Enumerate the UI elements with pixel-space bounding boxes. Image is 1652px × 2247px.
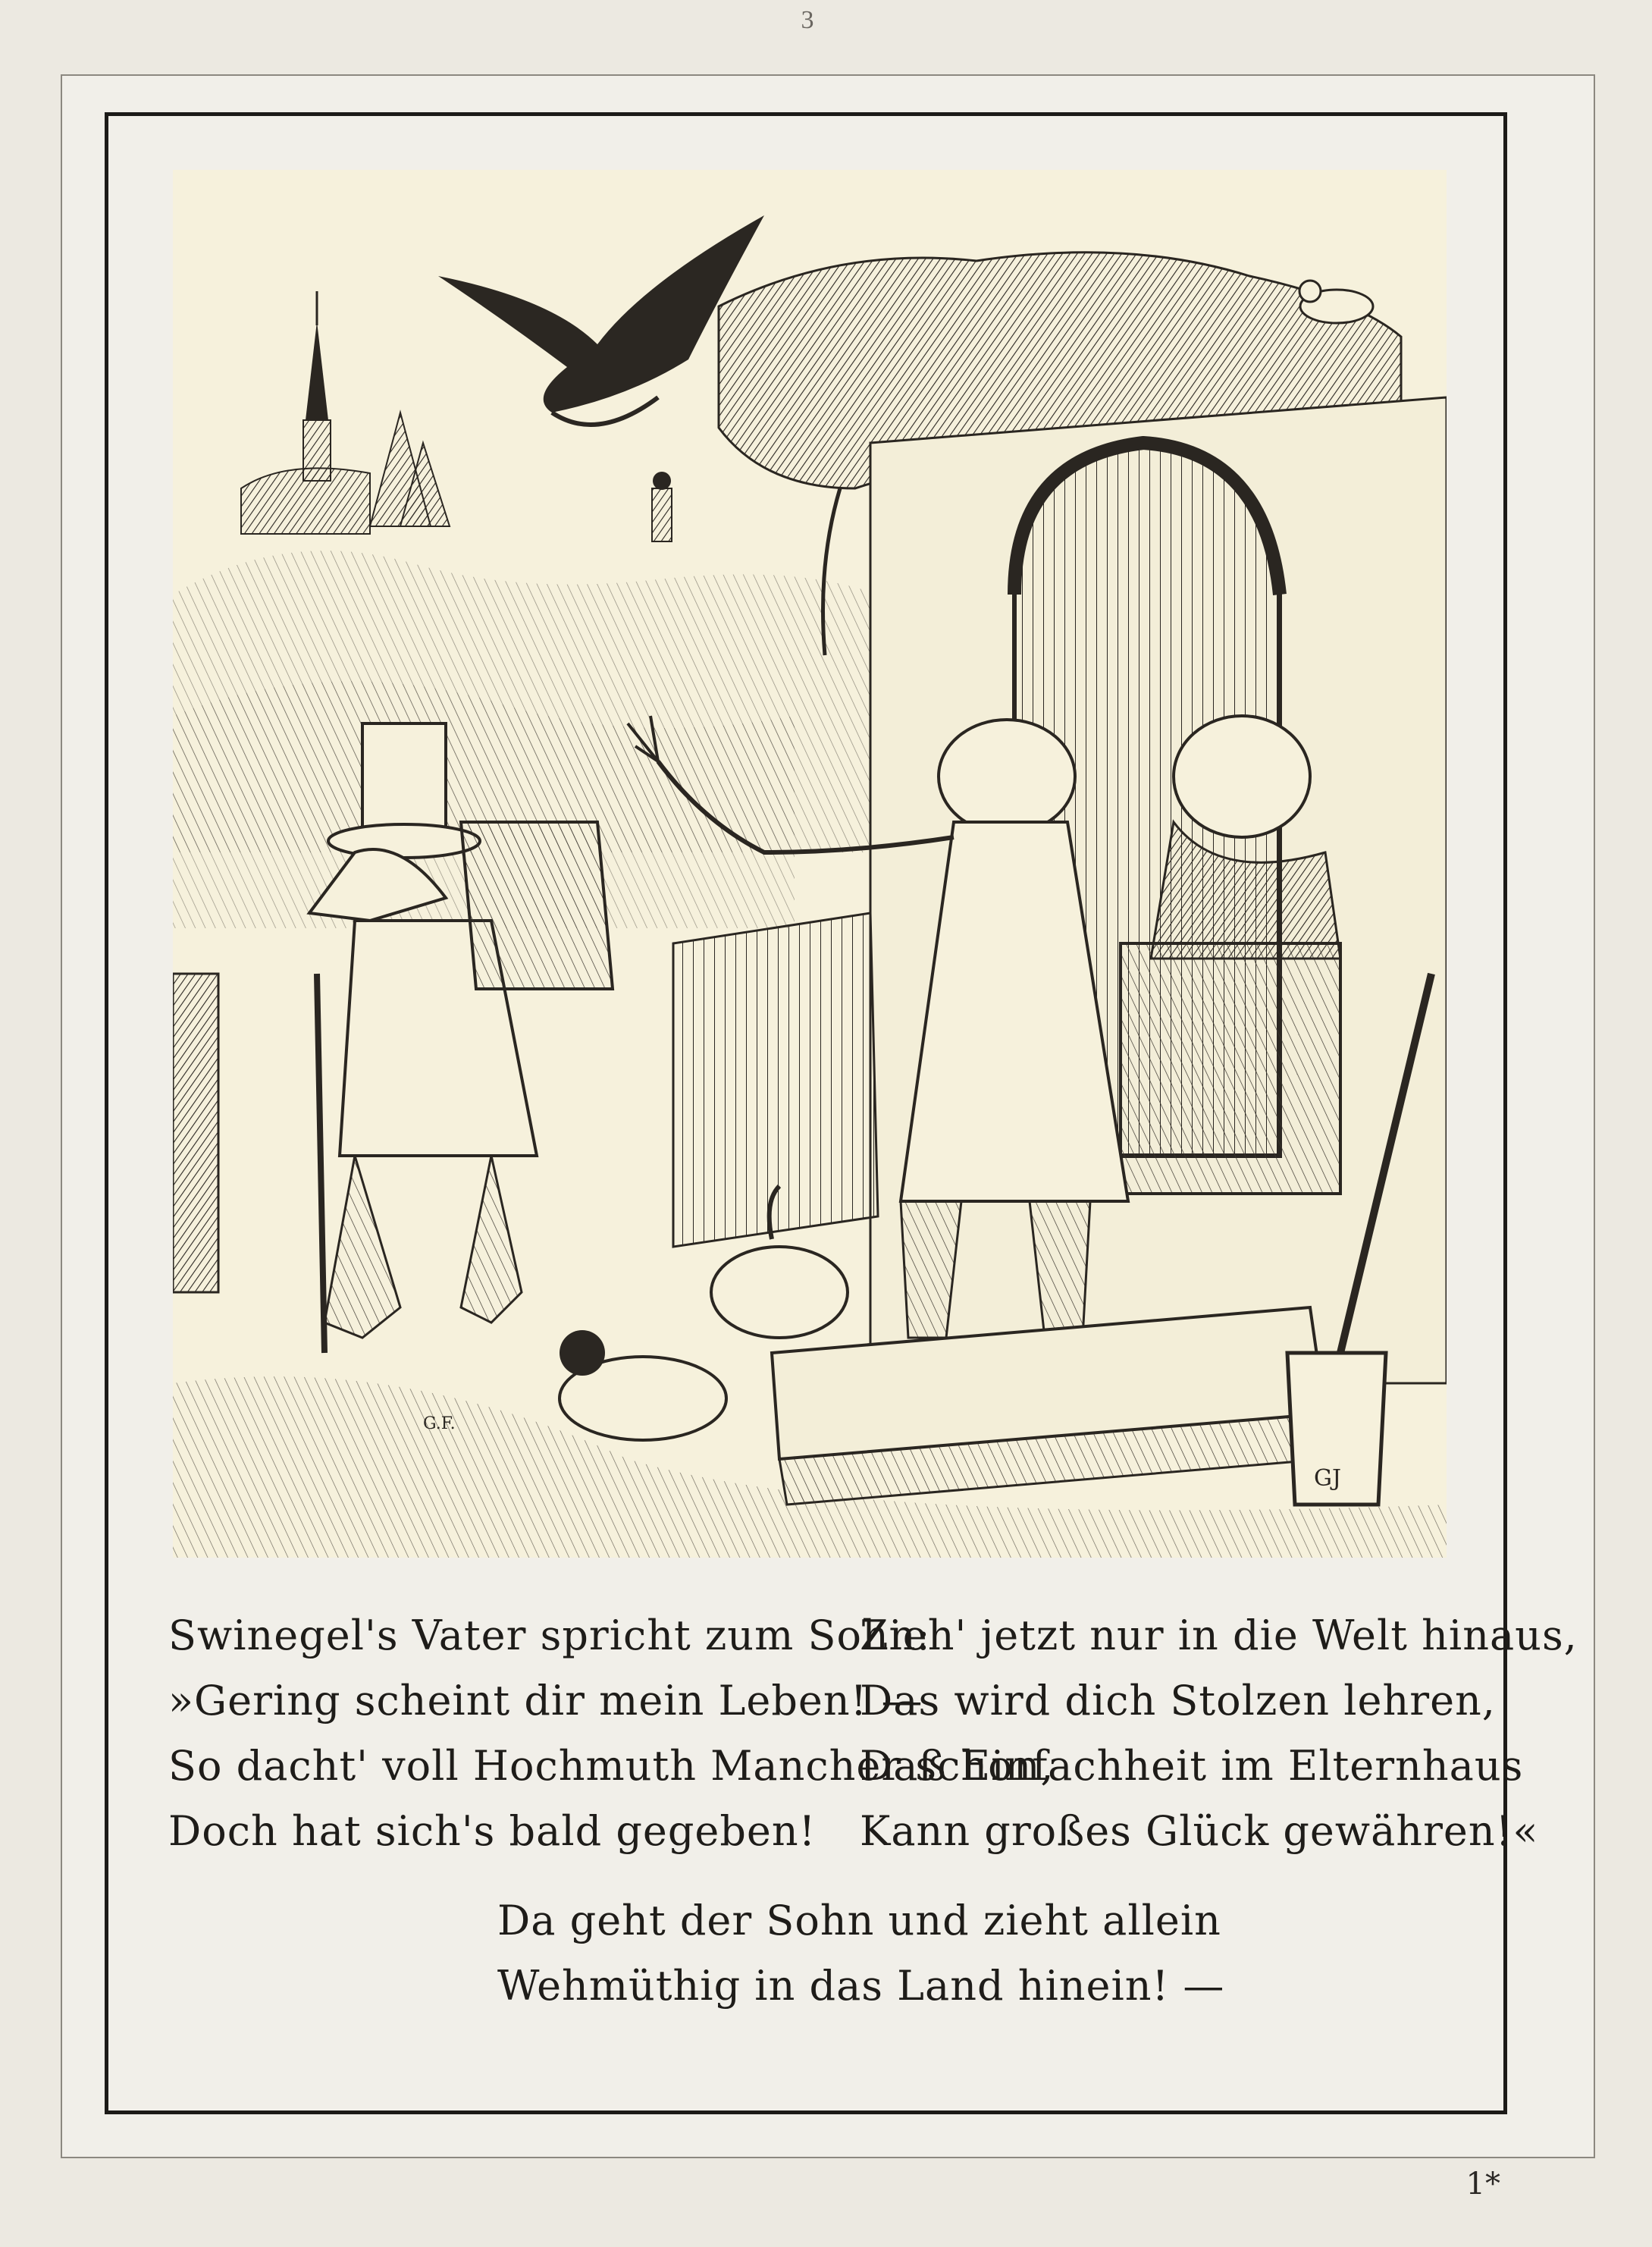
verse-line: So dacht' voll Hochmuth Mancher schon, [168, 1742, 1055, 1790]
verse-line: Swinegel's Vater spricht zum Sohn: [168, 1612, 931, 1659]
pine-trees [370, 413, 450, 526]
engraving-illustration [173, 170, 1447, 1558]
verse-right-stanza [860, 1603, 1578, 1864]
verse-line: Doch hat sich's bald gegeben! [168, 1807, 817, 1855]
verse-line: Kann großes Glück gewähren!« [860, 1807, 1539, 1855]
perched-bird [1299, 281, 1373, 323]
verse-line: Daß Einfachheit im Elternhaus [860, 1742, 1524, 1790]
verse-line: Wehmüthig in das Land hinein! — [497, 1962, 1225, 2010]
verse-line: Zieh' jetzt nur in die Welt hinaus, [860, 1612, 1578, 1659]
distant-statue [652, 472, 672, 541]
page-number: 3 [801, 6, 814, 34]
stone-doorstep [772, 1307, 1325, 1505]
shovel-monogram: GJ [1314, 1465, 1341, 1492]
engraving-drawing [173, 170, 1447, 1558]
signature-mark: 1* [1465, 2167, 1500, 2201]
flying-crow [438, 215, 764, 425]
verse-closing-couplet [497, 1888, 1224, 2019]
church-steeple [241, 291, 370, 534]
verse-line: Das wird dich Stolzen lehren, [860, 1677, 1496, 1724]
verse-line: Da geht der Sohn und zieht allein [497, 1897, 1221, 1944]
verse-line: »Gering scheint dir mein Leben! — [168, 1677, 923, 1724]
